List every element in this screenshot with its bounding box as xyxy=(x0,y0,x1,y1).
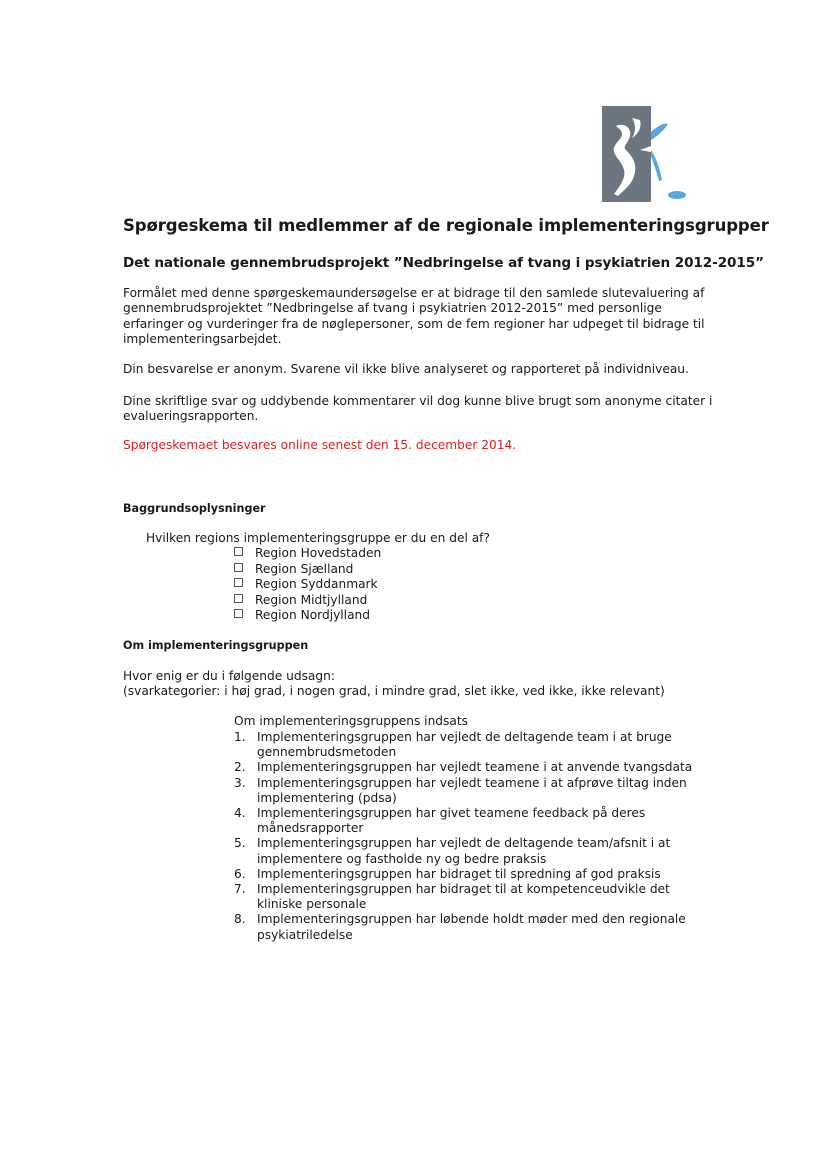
document-subtitle: Det nationale gennembrudsprojekt ”Nedbringelse af tvang i psykiatrien 2012-2015” xyxy=(123,255,764,271)
region-option-label: Region Nordjylland xyxy=(255,608,371,622)
statement-list xyxy=(234,730,694,943)
region-options xyxy=(234,546,381,624)
statement-text: Implementeringsgruppen har givet teamene feedback på deres månedsrapporter xyxy=(257,806,646,836)
region-option[interactable] xyxy=(234,593,381,609)
effort-subheading: Om implementeringsgruppens indsats xyxy=(234,714,468,728)
statement-item xyxy=(234,776,694,806)
checkbox-icon[interactable] xyxy=(234,594,243,603)
statement-item xyxy=(234,882,694,912)
region-option-label: Region Sjælland xyxy=(255,561,354,576)
quotes-paragraph: Dine skriftlige svar og uddybende kommentarer vil dog kunne blive brugt som anonyme citater i evalueringsrapporten. xyxy=(123,394,713,424)
statement-item xyxy=(234,912,694,942)
region-option-label: Region Midtjylland xyxy=(255,592,368,607)
statement-text: Implementeringsgruppen har vejledt de deltagende team i at bruge gennembrudsmetoden xyxy=(257,730,672,760)
checkbox-icon[interactable] xyxy=(234,609,243,618)
background-section-heading: Baggrundsoplysninger xyxy=(123,502,266,515)
region-option[interactable] xyxy=(234,608,381,624)
statement-text: Implementeringsgruppen har vejledt teamene i at afprøve tiltag inden implementering (pdsa) xyxy=(257,775,687,805)
statement-text: Implementeringsgruppen har løbende holdt møder med den regionale psykiatriledelse xyxy=(257,912,686,942)
statement-number: 6. xyxy=(234,866,246,881)
statement-number: 1. xyxy=(234,730,246,744)
purpose-paragraph: Formålet med denne spørgeskemaundersøgelse er at bidrage til den samlede slutevaluering af gennembrudsprojektet ”Nedbringelse af tvang i psykiatrien 2012-2015” med personlige erfaringer og vurderinger fra de nøglepersoner, som de fem regioner har udpeget til bidrage til implementeringsarbejdet. xyxy=(123,286,705,346)
region-question: Hvilken regions implementeringsgruppe er du en del af? xyxy=(146,531,490,545)
region-option-label: Region Hovedstaden xyxy=(255,546,382,560)
region-option[interactable] xyxy=(234,546,381,562)
checkbox-icon[interactable] xyxy=(234,547,243,556)
statement-text: Implementeringsgruppen har vejledt de deltagende team/afsnit i at implementere og fastholde ny og bedre praksis xyxy=(257,836,671,866)
statement-item xyxy=(234,806,694,836)
group-section-heading: Om implementeringsgruppen xyxy=(123,639,309,652)
statement-number: 4. xyxy=(234,806,246,821)
statement-number: 2. xyxy=(234,760,246,775)
statement-item xyxy=(234,867,694,882)
statement-number: 3. xyxy=(234,775,246,790)
statement-item xyxy=(234,836,694,866)
statement-number: 7. xyxy=(234,882,246,897)
statement-text: Implementeringsgruppen har vejledt teamene i at anvende tvangsdata xyxy=(257,760,693,775)
organization-logo xyxy=(602,106,690,202)
statement-text: Implementeringsgruppen har bidraget til at kompetenceudvikle det kliniske personale xyxy=(257,882,670,912)
statement-text: Implementeringsgruppen har bidraget til spredning af god praksis xyxy=(257,866,661,881)
statement-number: 5. xyxy=(234,836,246,851)
statement-number: 8. xyxy=(234,912,246,927)
statement-item xyxy=(234,730,694,760)
statement-item xyxy=(234,760,694,775)
deadline-notice: Spørgeskemaet besvares online senest den 15. december 2014. xyxy=(123,438,517,452)
region-option[interactable] xyxy=(234,562,381,578)
checkbox-icon[interactable] xyxy=(234,578,243,587)
region-option-label: Region Syddanmark xyxy=(255,577,378,591)
agreement-question: Hvor enig er du i følgende udsagn: xyxy=(123,669,335,683)
region-option[interactable] xyxy=(234,577,381,593)
answer-categories: (svarkategorier: i høj grad, i nogen grad, i mindre grad, slet ikke, ved ikke, ikke relevant) xyxy=(123,684,665,699)
anonymity-paragraph: Din besvarelse er anonym. Svarene vil ikke blive analyseret og rapporteret på individniveau. xyxy=(123,362,689,376)
checkbox-icon[interactable] xyxy=(234,563,243,572)
document-title: Spørgeskema til medlemmer af de regionale implementeringsgrupper xyxy=(123,216,769,235)
agreement-question-block xyxy=(123,669,665,700)
